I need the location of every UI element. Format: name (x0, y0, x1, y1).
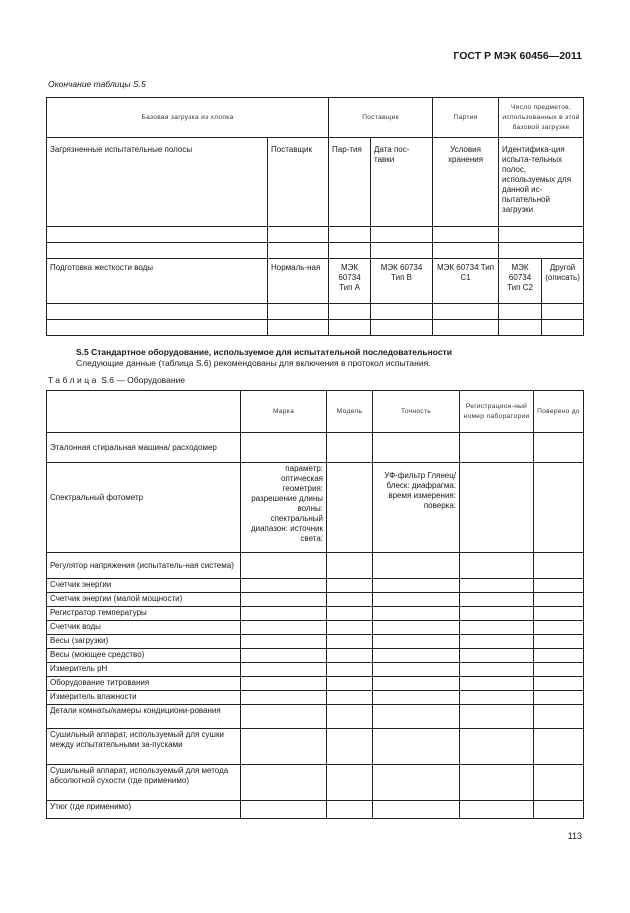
row-label: Весы (моющее средство) (47, 649, 241, 663)
table-row (47, 705, 584, 729)
table-s6-caption (48, 375, 185, 385)
row-label: Счетчик воды (47, 621, 241, 635)
water-other: Другой (описать) (542, 259, 584, 304)
table-row (47, 801, 584, 819)
strips-supplier: Поставщик (268, 138, 329, 227)
row-label: Регулятор напряжения (испытатель-ная система) (47, 553, 241, 579)
row-label: Детали комнаты/камеры кондициони-рования (47, 705, 241, 729)
strips-label: Загрязненные испытательные полосы (47, 138, 268, 227)
water-type-b: МЭК 60734 Тип B (371, 259, 433, 304)
th-checked: Поверено до (534, 391, 584, 433)
table-row (47, 607, 584, 621)
photometer-label: Спектральный фотометр (47, 463, 241, 553)
table-s6 (46, 390, 584, 819)
strips-delivery-date: Дата пос-тавки (371, 138, 433, 227)
water-label: Подготовка жесткости воды (47, 259, 268, 304)
row-label: Утюг (где применимо) (47, 801, 241, 819)
row-label: Сушильный аппарат, используемый для сушки между испытательными за-пусками (47, 729, 241, 765)
strips-identification: Идентифика-ция испыта-тельных полос, используемых для данной ис-пытательной загрузки (499, 138, 584, 227)
strips-batch: Пар-тия (329, 138, 371, 227)
table-row (47, 635, 584, 649)
row-label: Измеритель влажности (47, 691, 241, 705)
row-label: Сушильный аппарат, используемый для метода абсолютной сухости (где применимо) (47, 765, 241, 801)
water-type-a: МЭК 60734 Тип A (329, 259, 371, 304)
th-brand: Марка (241, 391, 327, 433)
table-row (47, 691, 584, 705)
water-type-c1: МЭК 60734 Тип C1 (433, 259, 499, 304)
table-row (47, 553, 584, 579)
th-supplier: Поставщик (329, 98, 433, 138)
row-label: Эталонная стиральная машина/ расходомер (47, 433, 241, 463)
th-accuracy: Точность (373, 391, 460, 433)
table-row (47, 729, 584, 765)
th-lab-reg: Регистрацион-ный номер лаборатории (460, 391, 534, 433)
table-row (47, 663, 584, 677)
strips-storage: Условия хранения (433, 138, 499, 227)
th-item-count: Число предметов, использованных в этой базовой загрузке (499, 98, 584, 138)
section-title: S.5 Стандартное оборудование, используемое для испытательной последовательности (76, 347, 452, 357)
table-s5 (46, 97, 584, 336)
row-label: Регистратор температуры (47, 607, 241, 621)
th-base-load: Базовая загрузка из хлопка (47, 98, 329, 138)
photometer-filters: УФ-фильтр Глянец/блеск: диафрагма: время измерения: поверка: (373, 463, 460, 553)
table-row (47, 243, 584, 259)
water-normal: Нормаль-ная (268, 259, 329, 304)
th-batch: Партия (433, 98, 499, 138)
table-row (47, 227, 584, 243)
table-row (47, 304, 584, 320)
table-row (47, 593, 584, 607)
row-label: Счетчик энергии (малой мощности) (47, 593, 241, 607)
section-text: Следующие данные (таблица S.6) рекомендованы для включения в протокол испытания. (76, 358, 431, 368)
table-row (47, 621, 584, 635)
table-row (47, 579, 584, 593)
caption-rest: S.6 — Оборудование (101, 375, 185, 385)
table-row (47, 649, 584, 663)
page-number: 113 (567, 831, 582, 841)
row-label: Счетчик энергии (47, 579, 241, 593)
row-label: Весы (загрузки) (47, 635, 241, 649)
th-model: Модель (327, 391, 373, 433)
photometer-params: параметр: оптическая геометрия: разрешение длины волны: спектральный диапазон: источник света: (241, 463, 327, 553)
row-label: Оборудование титрования (47, 677, 241, 691)
row-label: Измеритель pH (47, 663, 241, 677)
caption-word: Таблица (48, 375, 99, 385)
table-continuation-caption: Окончание таблицы S.5 (48, 79, 146, 89)
table-row (47, 765, 584, 801)
document-header: ГОСТ Р МЭК 60456—2011 (453, 50, 582, 62)
table-row (47, 677, 584, 691)
table-row (47, 320, 584, 336)
water-type-c2: МЭК 60734 Тип C2 (499, 259, 542, 304)
